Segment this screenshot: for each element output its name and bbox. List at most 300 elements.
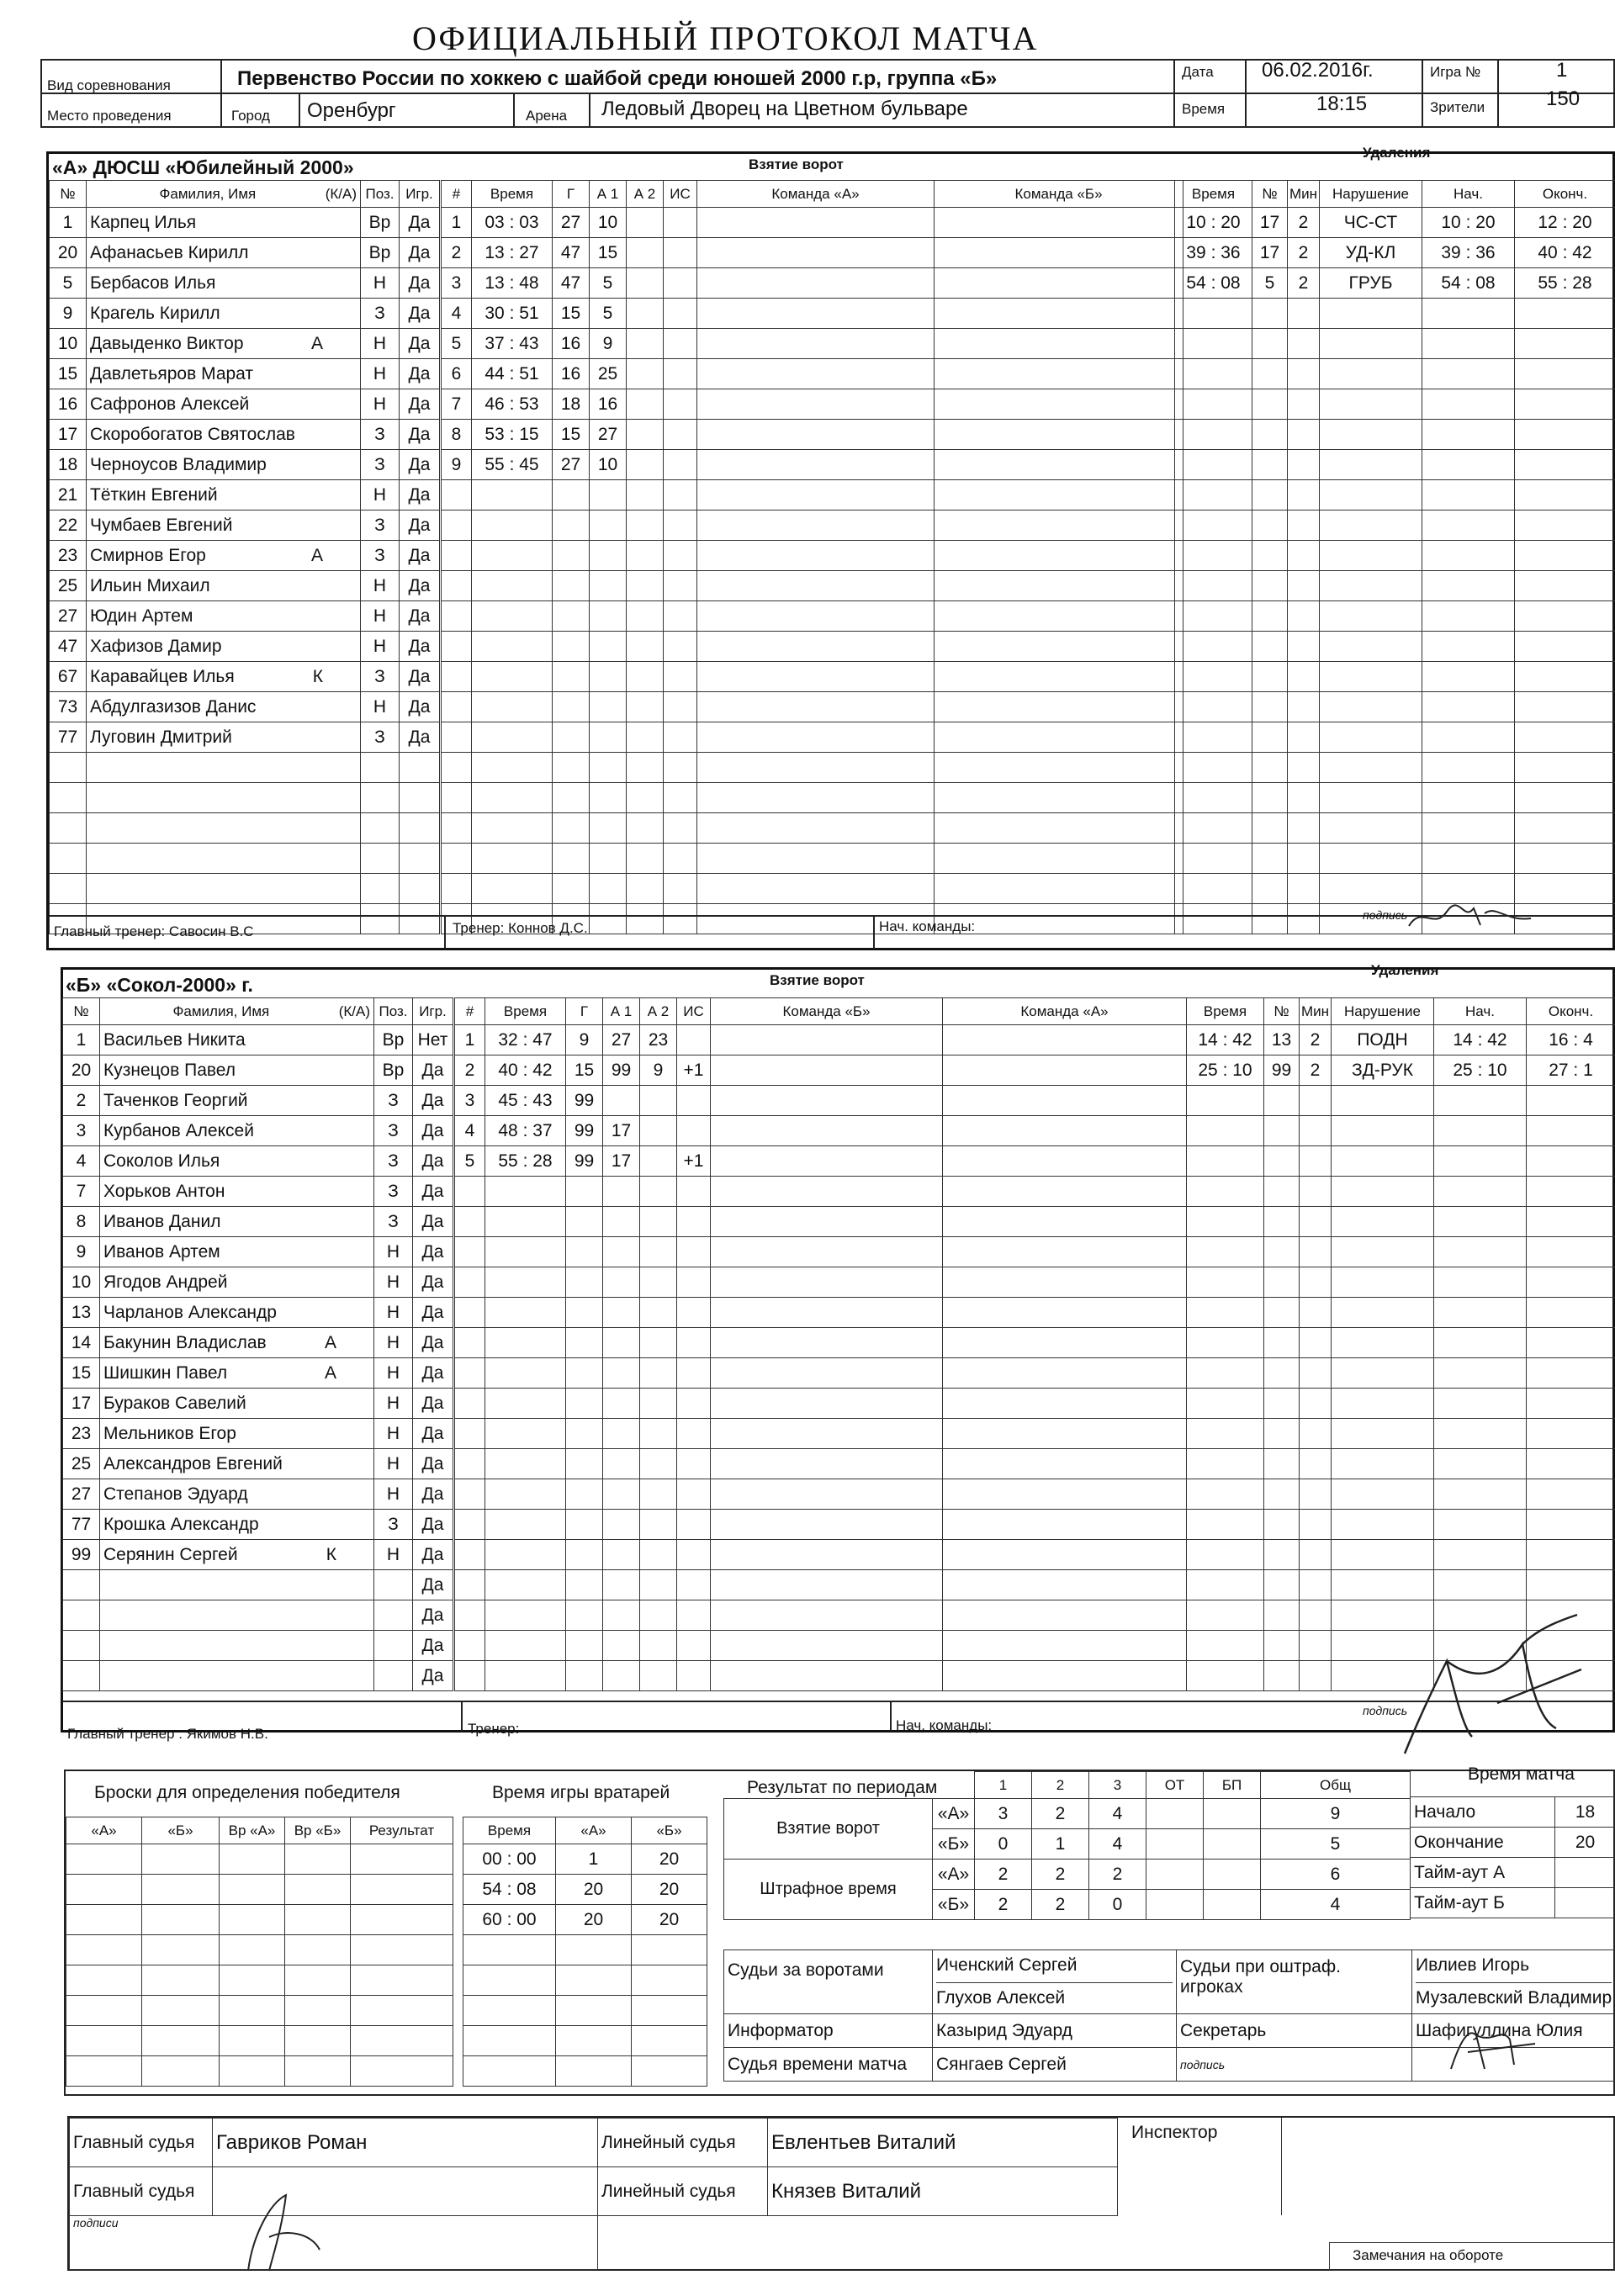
periods-col-1: 1 bbox=[975, 1772, 1032, 1799]
goal-team-a-line bbox=[697, 753, 935, 783]
goal-time: 32 : 47 bbox=[485, 1025, 566, 1055]
table-row bbox=[1187, 1207, 1615, 1237]
table-row bbox=[50, 692, 440, 722]
table-row bbox=[50, 722, 440, 753]
table-row bbox=[1175, 844, 1615, 874]
player-position: З bbox=[361, 722, 400, 753]
pen-col-end: Оконч. bbox=[1515, 181, 1615, 208]
penalty-code: ГРУБ bbox=[1320, 268, 1422, 299]
penalty-start bbox=[1422, 359, 1515, 389]
goal-time bbox=[472, 601, 553, 632]
player-played: Да bbox=[400, 571, 440, 601]
goal-assist-2 bbox=[640, 1177, 677, 1207]
table-row bbox=[442, 874, 1183, 904]
goal-team-a-line bbox=[697, 662, 935, 692]
goal-situation bbox=[677, 1358, 711, 1389]
table-row bbox=[1187, 1389, 1615, 1419]
table-row bbox=[442, 601, 1183, 632]
player-played: Да bbox=[413, 1116, 453, 1146]
goal-team-b-line bbox=[935, 722, 1183, 753]
penalty-time bbox=[1187, 1389, 1264, 1419]
player-number: 1 bbox=[63, 1025, 100, 1055]
col-pos: Поз. bbox=[361, 181, 400, 208]
player-name bbox=[100, 1177, 374, 1207]
penalty-start bbox=[1434, 1479, 1527, 1510]
goal-team-b-line bbox=[943, 1055, 1187, 1086]
penalty-code bbox=[1320, 632, 1422, 662]
goal-assist-2 bbox=[640, 1207, 677, 1237]
col-play: Игр. bbox=[400, 181, 440, 208]
penalty-time bbox=[1187, 1237, 1264, 1267]
goal-assist-2 bbox=[627, 692, 664, 722]
goal-assist-2 bbox=[627, 753, 664, 783]
player-position bbox=[374, 1631, 413, 1661]
main-referee-label-2: Главный судья bbox=[70, 2167, 213, 2216]
penalty-minutes bbox=[1288, 844, 1320, 874]
penalty-time bbox=[1187, 1267, 1264, 1298]
goal-team-b-line bbox=[943, 1510, 1187, 1540]
penalty-time: 25 : 10 bbox=[1187, 1055, 1264, 1086]
goal-number bbox=[455, 1510, 485, 1540]
match-time-value bbox=[1555, 1888, 1615, 1918]
player-position: Н bbox=[361, 571, 400, 601]
player-number: 77 bbox=[63, 1510, 100, 1540]
player-number: 16 bbox=[50, 389, 87, 420]
goal-assist-2: 9 bbox=[640, 1055, 677, 1086]
table-row bbox=[63, 1025, 453, 1055]
city-label: Город bbox=[231, 108, 270, 124]
table-row bbox=[1175, 359, 1615, 389]
player-name bbox=[100, 1237, 374, 1267]
goal-situation bbox=[664, 571, 697, 601]
goal-time: 55 : 28 bbox=[485, 1146, 566, 1177]
goal-col-team-b: Команда «Б» bbox=[935, 181, 1183, 208]
player-number: 25 bbox=[63, 1449, 100, 1479]
goal-number bbox=[442, 632, 472, 662]
penalty-end bbox=[1527, 1570, 1615, 1600]
penalty-judges-label: Судьи при оштраф. игроках bbox=[1177, 1950, 1412, 2014]
player-role: К bbox=[326, 1544, 336, 1564]
goal-situation bbox=[664, 874, 697, 904]
penalty-time bbox=[1187, 1086, 1264, 1116]
goal-team-b-line bbox=[935, 601, 1183, 632]
goal-scorer: 15 bbox=[553, 420, 590, 450]
city-value: Оренбург bbox=[307, 99, 396, 122]
penalty-time bbox=[1175, 844, 1252, 874]
table-row bbox=[442, 662, 1183, 692]
goal-judge-1: Иченский Сергей bbox=[936, 1950, 1173, 1983]
goal-assist-2 bbox=[640, 1146, 677, 1177]
goal-number bbox=[455, 1661, 485, 1691]
goal-team-b-line bbox=[943, 1389, 1187, 1419]
table-row bbox=[50, 632, 440, 662]
goal-situation bbox=[664, 268, 697, 299]
goal-time bbox=[485, 1600, 566, 1631]
goal-situation bbox=[664, 208, 697, 238]
goal-situation bbox=[677, 1207, 711, 1237]
player-played: Да bbox=[400, 722, 440, 753]
goal-team-a-line bbox=[697, 268, 935, 299]
goal-team-a-line bbox=[697, 359, 935, 389]
table-row bbox=[50, 299, 440, 329]
player-name bbox=[87, 389, 361, 420]
table-row bbox=[442, 389, 1183, 420]
penalty-code bbox=[1332, 1389, 1434, 1419]
table-row bbox=[442, 844, 1183, 874]
pen-col-start: Нач. bbox=[1422, 181, 1515, 208]
goal-situation bbox=[677, 1570, 711, 1600]
table-row bbox=[442, 450, 1183, 480]
player-name-text: Черноусов Владимир bbox=[90, 454, 267, 474]
goal-number bbox=[442, 874, 472, 904]
player-name bbox=[87, 420, 361, 450]
player-position: Н bbox=[361, 601, 400, 632]
penalty-time bbox=[1187, 1207, 1264, 1237]
goal-scorer bbox=[553, 541, 590, 571]
table-row bbox=[50, 389, 440, 420]
goalie-time: 60 : 00 bbox=[463, 1905, 556, 1935]
player-name bbox=[87, 238, 361, 268]
goal-number bbox=[455, 1600, 485, 1631]
goal-team-a-line bbox=[697, 420, 935, 450]
goal-situation bbox=[664, 692, 697, 722]
player-role: А bbox=[310, 545, 323, 565]
goalies-col-b: «Б» bbox=[632, 1817, 707, 1844]
goal-col-team-a: Команда «А» bbox=[697, 181, 935, 208]
goal-col-is: ИС bbox=[664, 181, 697, 208]
goal-assist-1 bbox=[603, 1389, 640, 1419]
player-position: Н bbox=[361, 329, 400, 359]
penalty-code bbox=[1320, 450, 1422, 480]
goal-time: 40 : 42 bbox=[485, 1055, 566, 1086]
goal-team-a-line bbox=[711, 1358, 943, 1389]
table-row bbox=[455, 1177, 1187, 1207]
goal-scorer bbox=[553, 632, 590, 662]
player-position: Н bbox=[361, 692, 400, 722]
team-a-goals-title: Взятие ворот bbox=[749, 156, 844, 172]
goalie-time bbox=[463, 1996, 556, 2026]
player-name-text: Степанов Эдуард bbox=[103, 1484, 248, 1504]
goal-col-g: Г bbox=[553, 181, 590, 208]
secretary-signature bbox=[1443, 2018, 1544, 2077]
penalty-player bbox=[1252, 844, 1288, 874]
shootout-col-result: Результат bbox=[351, 1817, 453, 1844]
player-position bbox=[361, 783, 400, 813]
goal-team-b-line bbox=[943, 1025, 1187, 1055]
goal-scorer bbox=[553, 722, 590, 753]
player-position bbox=[361, 753, 400, 783]
player-played: Да bbox=[413, 1267, 453, 1298]
penalty-player bbox=[1252, 389, 1288, 420]
table-row bbox=[1175, 541, 1615, 571]
penalty-minutes bbox=[1288, 420, 1320, 450]
goal-judge-2: Глухов Алексей bbox=[936, 1988, 1066, 2008]
player-played: Нет bbox=[413, 1025, 453, 1055]
player-played: Да bbox=[400, 692, 440, 722]
penalty-player bbox=[1264, 1419, 1300, 1449]
goal-situation bbox=[677, 1661, 711, 1691]
competition-label: Вид соревнования bbox=[47, 77, 171, 93]
penalty-player bbox=[1252, 662, 1288, 692]
table-row bbox=[442, 299, 1183, 329]
player-number bbox=[50, 874, 87, 904]
goal-time bbox=[472, 571, 553, 601]
goal-assist-1: 17 bbox=[603, 1116, 640, 1146]
goal-assist-2 bbox=[627, 238, 664, 268]
goal-assist-1 bbox=[603, 1661, 640, 1691]
penalty-start bbox=[1434, 1328, 1527, 1358]
penalty-code bbox=[1320, 571, 1422, 601]
player-played bbox=[400, 783, 440, 813]
player-name bbox=[87, 844, 361, 874]
goal-assist-1 bbox=[603, 1237, 640, 1267]
goal-assist-1 bbox=[590, 662, 627, 692]
table-row bbox=[1175, 238, 1615, 268]
goal-number bbox=[442, 692, 472, 722]
penalty-minutes bbox=[1288, 450, 1320, 480]
player-number: 15 bbox=[50, 359, 87, 389]
penalty-code: ЗД-РУК bbox=[1332, 1055, 1434, 1086]
goal-team-a-line bbox=[711, 1479, 943, 1510]
penalty-player bbox=[1264, 1661, 1300, 1691]
document-title: ОФИЦИАЛЬНЫЙ ПРОТОКОЛ МАТЧА bbox=[412, 19, 1039, 57]
table-row bbox=[1187, 1510, 1615, 1540]
table-row bbox=[1175, 511, 1615, 541]
goal-scorer bbox=[566, 1540, 603, 1570]
player-name-text: Ягодов Андрей bbox=[103, 1272, 228, 1292]
goal-scorer: 16 bbox=[553, 329, 590, 359]
penalty-minutes bbox=[1288, 813, 1320, 844]
goal-assist-2 bbox=[627, 813, 664, 844]
goal-col-team-b: Команда «Б» bbox=[711, 998, 943, 1025]
penalty-minutes bbox=[1288, 601, 1320, 632]
table-row bbox=[50, 208, 440, 238]
goal-assist-1: 27 bbox=[603, 1025, 640, 1055]
penalty-start bbox=[1422, 722, 1515, 753]
player-name-text: Скоробогатов Святослав bbox=[90, 424, 295, 444]
table-row bbox=[463, 2056, 707, 2087]
goal-situation bbox=[664, 359, 697, 389]
player-name-text: Сафронов Алексей bbox=[90, 394, 250, 414]
goal-time: 13 : 48 bbox=[472, 268, 553, 299]
player-position: Вр bbox=[361, 238, 400, 268]
team-a-signature bbox=[1405, 897, 1539, 939]
penalty-end bbox=[1527, 1177, 1615, 1207]
penalty-player bbox=[1252, 450, 1288, 480]
player-name bbox=[87, 722, 361, 753]
penalty-time bbox=[1187, 1177, 1264, 1207]
goal-assist-2 bbox=[640, 1479, 677, 1510]
penalty-minutes bbox=[1288, 692, 1320, 722]
goalie-b bbox=[632, 1996, 707, 2026]
player-played: Да bbox=[400, 359, 440, 389]
col-name: Фамилия, Имя bbox=[159, 185, 257, 202]
goalie-time: 00 : 00 bbox=[463, 1844, 556, 1875]
pen-col-end: Оконч. bbox=[1527, 998, 1615, 1025]
col-pos: Поз. bbox=[374, 998, 413, 1025]
penalty-time bbox=[1175, 389, 1252, 420]
penalty-start bbox=[1434, 1207, 1527, 1237]
goal-team-b-line bbox=[943, 1358, 1187, 1389]
goal-time bbox=[472, 753, 553, 783]
penalty-minutes bbox=[1288, 541, 1320, 571]
goal-time: 45 : 43 bbox=[485, 1086, 566, 1116]
goal-time bbox=[485, 1540, 566, 1570]
goal-scorer bbox=[566, 1631, 603, 1661]
penalty-time: 39 : 36 bbox=[1175, 238, 1252, 268]
player-played: Да bbox=[413, 1510, 453, 1540]
periods-pim-label: Штрафное время bbox=[724, 1860, 933, 1920]
player-played: Да bbox=[413, 1661, 453, 1691]
table-row bbox=[63, 1086, 453, 1116]
goal-time: 53 : 15 bbox=[472, 420, 553, 450]
date-value: 06.02.2016г. bbox=[1262, 59, 1374, 82]
goal-number bbox=[442, 541, 472, 571]
table-row bbox=[63, 1540, 453, 1570]
goal-assist-2 bbox=[627, 722, 664, 753]
goal-situation bbox=[664, 480, 697, 511]
player-name-text: Тёткин Евгений bbox=[90, 484, 218, 505]
player-position: Н bbox=[374, 1449, 413, 1479]
player-played: Да bbox=[413, 1570, 453, 1600]
goal-assist-2 bbox=[627, 844, 664, 874]
goal-team-b-line bbox=[935, 632, 1183, 662]
penalty-minutes bbox=[1300, 1419, 1332, 1449]
goal-col-a2: А 2 bbox=[627, 181, 664, 208]
goal-situation bbox=[677, 1267, 711, 1298]
goal-team-a-line bbox=[711, 1207, 943, 1237]
player-name-text: Давлетьяров Марат bbox=[90, 363, 254, 384]
periods-title: Результат по периодам bbox=[747, 1778, 938, 1797]
table-row bbox=[1175, 813, 1615, 844]
penalty-end bbox=[1515, 753, 1615, 783]
team-b-penalties bbox=[1186, 997, 1615, 1691]
goal-number bbox=[455, 1177, 485, 1207]
goal-situation bbox=[677, 1237, 711, 1267]
goal-time bbox=[485, 1328, 566, 1358]
player-number bbox=[50, 813, 87, 844]
shootout-col-gk-a: Вр «А» bbox=[220, 1817, 285, 1844]
arena-value: Ледовый Дворец на Цветном бульваре bbox=[601, 98, 968, 120]
penalty-time bbox=[1187, 1510, 1264, 1540]
table-row bbox=[455, 1449, 1187, 1479]
table-row bbox=[442, 813, 1183, 844]
goal-situation bbox=[664, 541, 697, 571]
goal-team-b-line bbox=[935, 329, 1183, 359]
table-row bbox=[63, 1328, 453, 1358]
player-position bbox=[361, 874, 400, 904]
goal-assist-2 bbox=[627, 511, 664, 541]
penalty-time bbox=[1175, 874, 1252, 904]
goal-assist-1 bbox=[590, 844, 627, 874]
penalty-start bbox=[1422, 844, 1515, 874]
table-row bbox=[1175, 692, 1615, 722]
penalty-minutes bbox=[1300, 1449, 1332, 1479]
penalty-player bbox=[1264, 1116, 1300, 1146]
goal-situation: +1 bbox=[677, 1055, 711, 1086]
team-a-penalties-title: Удаления bbox=[1363, 145, 1431, 161]
penalty-time bbox=[1175, 753, 1252, 783]
player-name-text: Иванов Артем bbox=[103, 1241, 220, 1262]
time-label: Время bbox=[1182, 101, 1226, 117]
periods-cell: 0 bbox=[1089, 1890, 1146, 1920]
table-row bbox=[1175, 722, 1615, 753]
pen-col-no: № bbox=[1264, 998, 1300, 1025]
penalty-minutes bbox=[1288, 874, 1320, 904]
penalty-start bbox=[1434, 1419, 1527, 1449]
goal-assist-1: 10 bbox=[590, 208, 627, 238]
penalty-time bbox=[1175, 329, 1252, 359]
player-played: Да bbox=[413, 1600, 453, 1631]
goal-team-b-line bbox=[935, 450, 1183, 480]
penalty-time: 54 : 08 bbox=[1175, 268, 1252, 299]
penalty-minutes bbox=[1300, 1116, 1332, 1146]
goal-situation bbox=[664, 511, 697, 541]
match-time-title: Время матча bbox=[1468, 1764, 1575, 1784]
penalty-start bbox=[1422, 692, 1515, 722]
player-position: З bbox=[361, 450, 400, 480]
goal-assist-2 bbox=[627, 420, 664, 450]
player-role: А bbox=[310, 333, 323, 353]
goal-assist-2: 23 bbox=[640, 1025, 677, 1055]
goal-time bbox=[485, 1358, 566, 1389]
penalty-start bbox=[1422, 601, 1515, 632]
goal-team-a-line bbox=[697, 511, 935, 541]
linesman-label-2: Линейный судья bbox=[598, 2167, 768, 2216]
team-a-name: «А» ДЮСШ «Юбилейный 2000» bbox=[52, 156, 354, 178]
goal-assist-1 bbox=[603, 1298, 640, 1328]
goal-time bbox=[485, 1419, 566, 1449]
penalty-start bbox=[1434, 1237, 1527, 1267]
penalty-player: 99 bbox=[1264, 1055, 1300, 1086]
match-time-value: 20 bbox=[1555, 1828, 1615, 1858]
periods-total-cell: 6 bbox=[1261, 1860, 1411, 1890]
periods-total-cell: 4 bbox=[1261, 1890, 1411, 1920]
penalty-end bbox=[1527, 1267, 1615, 1298]
goal-assist-2 bbox=[640, 1298, 677, 1328]
penalty-minutes: 2 bbox=[1300, 1055, 1332, 1086]
col-no: № bbox=[63, 998, 100, 1025]
goal-assist-1 bbox=[603, 1540, 640, 1570]
player-played: Да bbox=[413, 1419, 453, 1449]
table-row bbox=[63, 1146, 453, 1177]
player-number: 14 bbox=[63, 1328, 100, 1358]
player-played: Да bbox=[413, 1298, 453, 1328]
player-position: Н bbox=[374, 1479, 413, 1510]
table-row bbox=[442, 208, 1183, 238]
goal-scorer: 16 bbox=[553, 359, 590, 389]
player-position: З bbox=[374, 1510, 413, 1540]
penalty-start bbox=[1434, 1086, 1527, 1116]
goalie-b bbox=[632, 2056, 707, 2087]
table-row bbox=[63, 1389, 453, 1419]
goalies-col-time: Время bbox=[463, 1817, 556, 1844]
goal-col-a1: А 1 bbox=[590, 181, 627, 208]
penalty-start bbox=[1434, 1570, 1527, 1600]
player-name bbox=[100, 1358, 374, 1389]
match-time-label: Начало bbox=[1411, 1797, 1555, 1828]
pen-col-min: Мин bbox=[1300, 998, 1332, 1025]
player-name bbox=[87, 632, 361, 662]
goal-assist-2 bbox=[627, 874, 664, 904]
table-row bbox=[442, 541, 1183, 571]
penalty-end bbox=[1515, 389, 1615, 420]
periods-cell bbox=[1204, 1860, 1261, 1890]
goal-number bbox=[455, 1570, 485, 1600]
goal-scorer: 27 bbox=[553, 450, 590, 480]
player-name bbox=[100, 1419, 374, 1449]
goal-assist-2 bbox=[640, 1237, 677, 1267]
